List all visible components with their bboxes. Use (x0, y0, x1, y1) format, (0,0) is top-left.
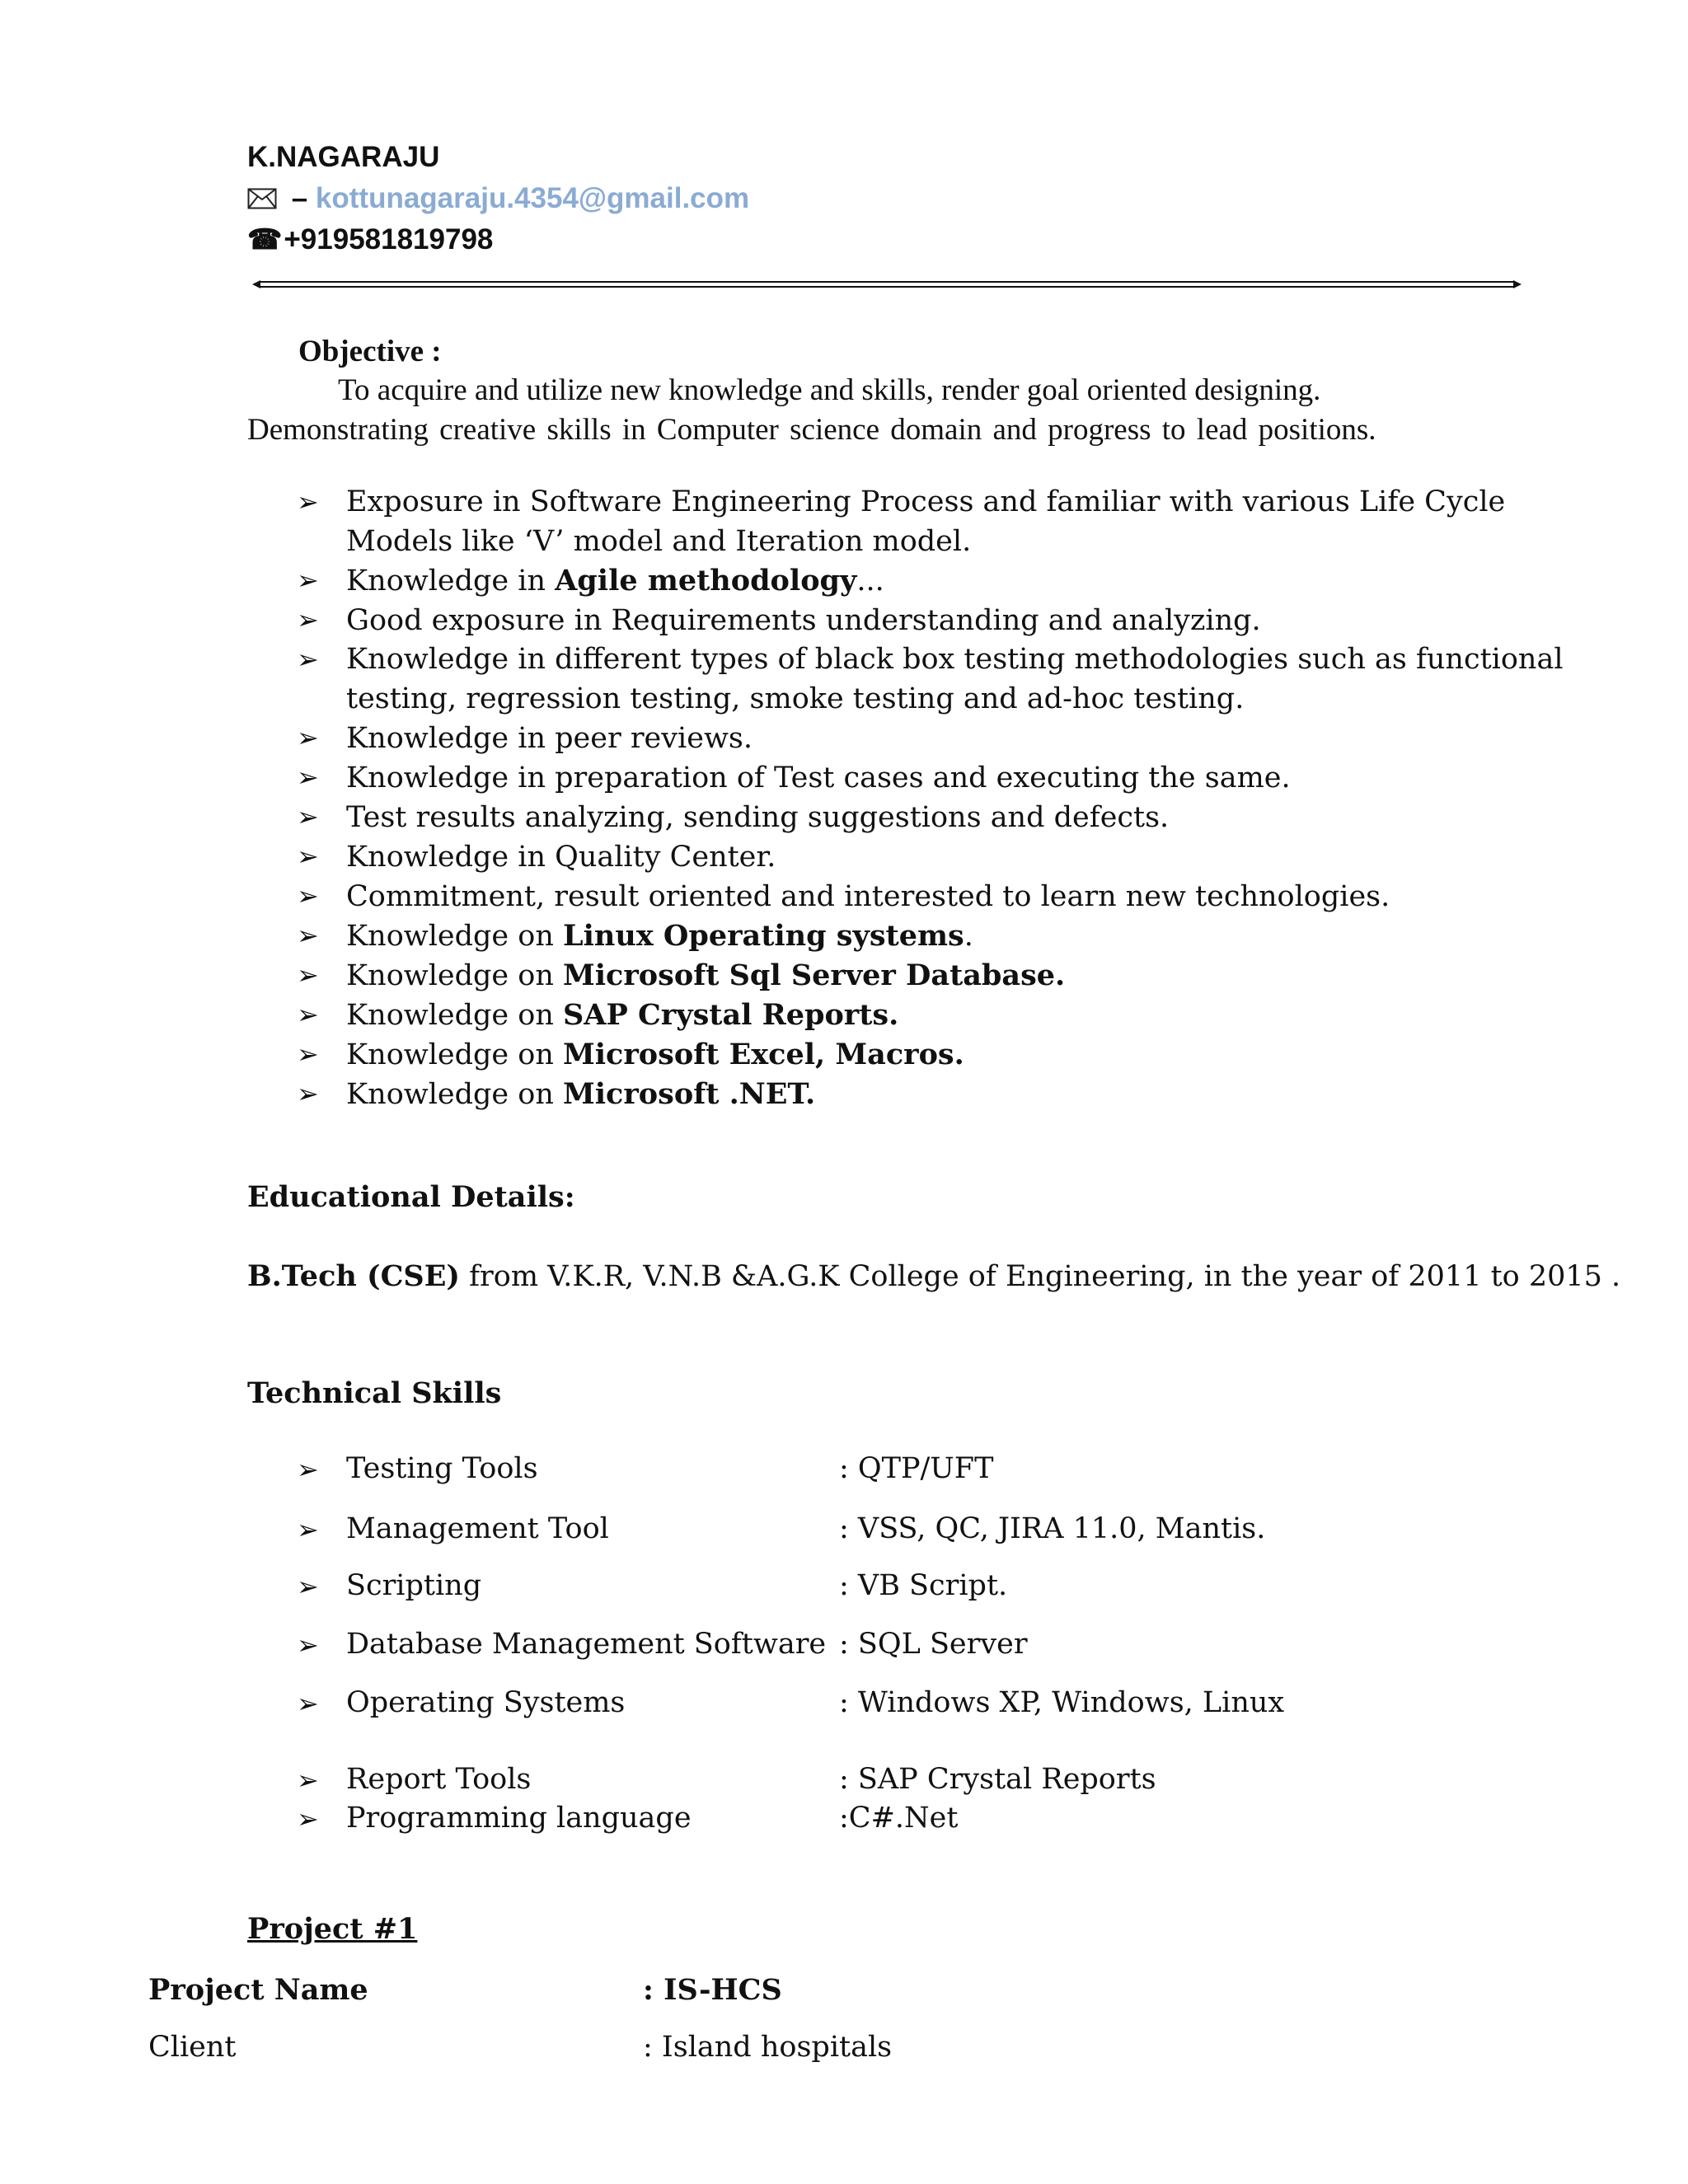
arrow-bullet-icon: ➢ (297, 1454, 319, 1485)
arrow-bullet-icon: ➢ (297, 762, 319, 793)
arrow-bullet-icon: ➢ (297, 1078, 319, 1109)
skill-name: Report Tools (346, 1763, 532, 1796)
list-item: ➢ Test results analyzing, sending suggestions and defects. (297, 798, 1582, 837)
header-divider (252, 279, 1522, 290)
arrow-bullet-icon: ➢ (297, 722, 319, 753)
skill-name: Testing Tools (346, 1452, 538, 1485)
arrow-bullet-icon: ➢ (297, 801, 319, 832)
skill-name: Operating Systems (346, 1686, 626, 1719)
skill-value: :C#.Net (839, 1802, 959, 1835)
table-row (297, 1628, 1582, 1667)
project-heading: Project #1 (247, 1912, 418, 1946)
arrow-bullet-icon: ➢ (297, 999, 319, 1030)
objective-statement (247, 371, 1533, 450)
list-item: ➢ Knowledge on SAP Crystal Reports. (297, 996, 1582, 1035)
arrow-bullet-icon: ➢ (297, 1803, 319, 1835)
skill-name: Management Tool (346, 1512, 609, 1545)
table-row (297, 1512, 1582, 1552)
skill-name: Scripting (346, 1569, 482, 1602)
arrow-bullet-icon: ➢ (297, 1038, 319, 1070)
skill-value: : Windows XP, Windows, Linux (839, 1686, 1285, 1719)
degree-detail: from V.K.R, V.N.B &A.G.K College of Engineering, in the year of 2011 to 2015 . (459, 1260, 1621, 1293)
skill-value: : QTP/UFT (839, 1452, 994, 1485)
objective-line-2: Demonstrating creative skills in Computer science domain and progress to lead positions. (247, 413, 1376, 447)
skill-value: : SQL Server (839, 1628, 1028, 1661)
list-item: ➢ Exposure in Software Engineering Process and familiar with various Life Cycle Models like ‘V’ model and Iteration model. (297, 483, 1582, 561)
project-field-label: Client (148, 2031, 237, 2064)
degree-name: B.Tech (CSE) (247, 1259, 460, 1293)
project-field-value: : IS-HCS (643, 1973, 782, 2007)
arrow-bullet-icon: ➢ (297, 486, 319, 518)
summary-bullet-list (297, 483, 1582, 1114)
email-row (247, 178, 749, 219)
arrow-bullet-icon: ➢ (297, 959, 319, 991)
technical-skills-heading: Technical Skills (247, 1376, 502, 1410)
skill-value: : VSS, QC, JIRA 11.0, Mantis. (839, 1512, 1266, 1545)
list-item: ➢ Knowledge on Linux Operating systems. (297, 916, 1582, 956)
arrow-bullet-icon: ➢ (297, 841, 319, 872)
arrow-bullet-icon: ➢ (297, 565, 319, 596)
table-row (297, 1802, 1582, 1841)
table-row (297, 1686, 1582, 1726)
list-item: ➢ Knowledge on Microsoft .NET. (297, 1075, 1582, 1114)
list-item: ➢ Knowledge in peer reviews. (297, 719, 1582, 758)
candidate-name-row (247, 137, 749, 178)
list-item: ➢ Commitment, result oriented and interested to learn new technologies. (297, 877, 1582, 916)
table-row (297, 1763, 1582, 1802)
skill-name: Programming language (346, 1802, 692, 1835)
list-item: ➢ Knowledge on Microsoft Sql Server Database. (297, 956, 1582, 996)
arrow-bullet-icon: ➢ (297, 604, 319, 635)
telephone-icon: ☎ (247, 224, 283, 255)
email-separator: – (284, 182, 316, 214)
list-item: ➢ Good exposure in Requirements understanding and analyzing. (297, 601, 1582, 640)
objective-heading: Objective : (298, 335, 442, 368)
candidate-name: K.NAGARAJU (247, 141, 440, 173)
list-item: ➢ Knowledge in different types of black box testing methodologies such as functional testing, regression testing, smoke testing and ad-hoc testing. (297, 640, 1582, 719)
contact-header (247, 137, 749, 260)
skill-value: : VB Script. (839, 1569, 1008, 1602)
education-entry (247, 1259, 1620, 1293)
phone-number: +919581819798 (284, 223, 494, 255)
list-item: ➢ Knowledge in preparation of Test cases and executing the same. (297, 758, 1582, 798)
list-item: ➢ Knowledge in Agile methodology... (297, 561, 1582, 601)
arrow-bullet-icon: ➢ (297, 1688, 319, 1719)
arrow-bullet-icon: ➢ (297, 920, 319, 951)
project-field-label: Project Name (148, 1973, 368, 2007)
arrow-bullet-icon: ➢ (297, 1571, 319, 1602)
arrow-bullet-icon: ➢ (297, 1629, 319, 1661)
email-link[interactable]: kottunagaraju.4354@gmail.com (315, 182, 750, 214)
envelope-icon (247, 188, 277, 209)
table-row (297, 1452, 1582, 1492)
project-field-value: : Island hospitals (643, 2031, 893, 2064)
skill-name: Database Management Software (346, 1628, 827, 1661)
phone-row (247, 219, 749, 260)
objective-line-1: To acquire and utilize new knowledge and skills, render goal oriented designing. (338, 373, 1321, 407)
list-item: ➢ Knowledge in Quality Center. (297, 837, 1582, 877)
arrow-bullet-icon: ➢ (297, 880, 319, 912)
table-row (297, 1569, 1582, 1609)
list-item: ➢ Knowledge on Microsoft Excel, Macros. (297, 1035, 1582, 1075)
arrow-bullet-icon: ➢ (297, 1514, 319, 1545)
arrow-bullet-icon: ➢ (297, 644, 319, 675)
arrow-bullet-icon: ➢ (297, 1765, 319, 1796)
education-heading: Educational Details: (247, 1180, 575, 1214)
skill-value: : SAP Crystal Reports (839, 1763, 1156, 1796)
